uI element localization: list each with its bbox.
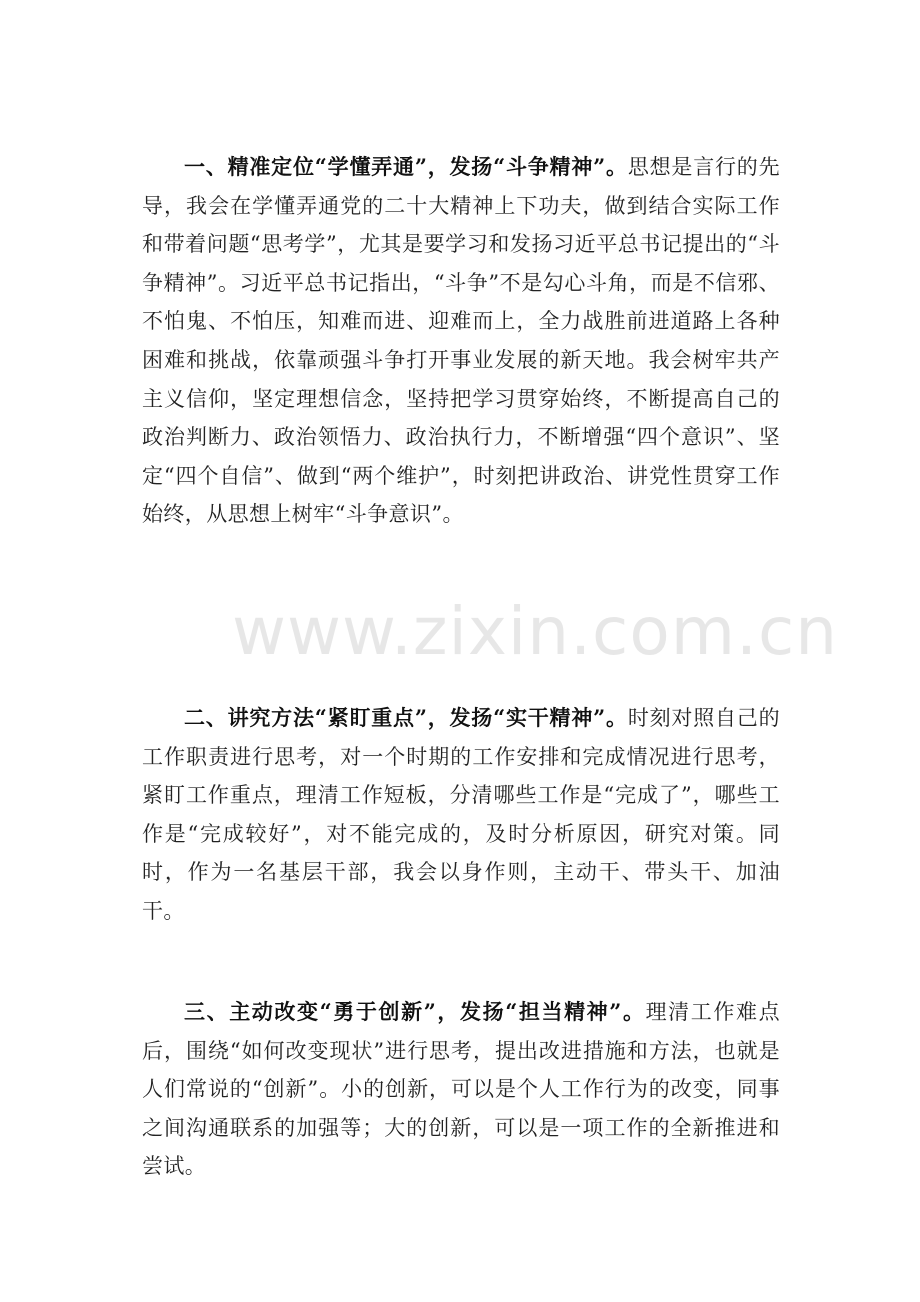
paragraph-1-body: 思想是言行的先导，我会在学懂弄通党的二十大精神上下功夫，做到结合实际工作和带着问题“思考学”，尤其是要学习和发扬习近平总书记提出的“斗争精神”。习近平总书记指出，“斗争”不是勾心斗角，而是不信邪、不怕鬼、不怕压，知难而进、迎难而上，全力战胜前进道路上各种困难和挑战，依靠顽强斗争打开事业发展的新天地。我会树牢共产主义信仰，坚定理想信念，坚持把学习贯穿始终，不断提高自己的政治判断力、政治领悟力、政治执行力，不断增强“四个意识”、坚定“四个自信”、做到“两个维护”，时刻把讲政治、讲党性贯穿工作始终，从思想上树牢“斗争意识”。: [142, 155, 780, 527]
paragraph-2-heading: 二、讲究方法“紧盯重点”，发扬“实干精神”。: [184, 705, 628, 730]
paragraph-2: [142, 699, 780, 931]
paragraph-1-heading: 一、精准定位“学懂弄通”，发扬“斗争精神”。: [184, 154, 628, 179]
paragraph-3-heading: 三、主动改变“勇于创新”，发扬“担当精神”。: [184, 999, 646, 1024]
paragraph-2-body: 时刻对照自己的工作职责进行思考，对一个时期的工作安排和完成情况进行思考，紧盯工作重点，理清工作短板，分清哪些工作是“完成了”，哪些工作是“完成较好”，对不能完成的，及时分析原因，研究对策。同时，作为一名基层干部，我会以身作则，主动干、带头干、加油干。: [142, 706, 780, 923]
paragraph-3: [142, 993, 780, 1186]
watermark: www.zixin.com.cn: [232, 593, 839, 670]
paragraph-1: [142, 148, 780, 534]
paragraph-3-body: 理清工作难点后，围绕“如何改变现状”进行思考，提出改进措施和方法，也就是人们常说的“创新”。小的创新，可以是个人工作行为的改变，同事之间沟通联系的加强等；大的创新，可以是一项工作的全新推进和尝试。: [142, 1000, 780, 1179]
